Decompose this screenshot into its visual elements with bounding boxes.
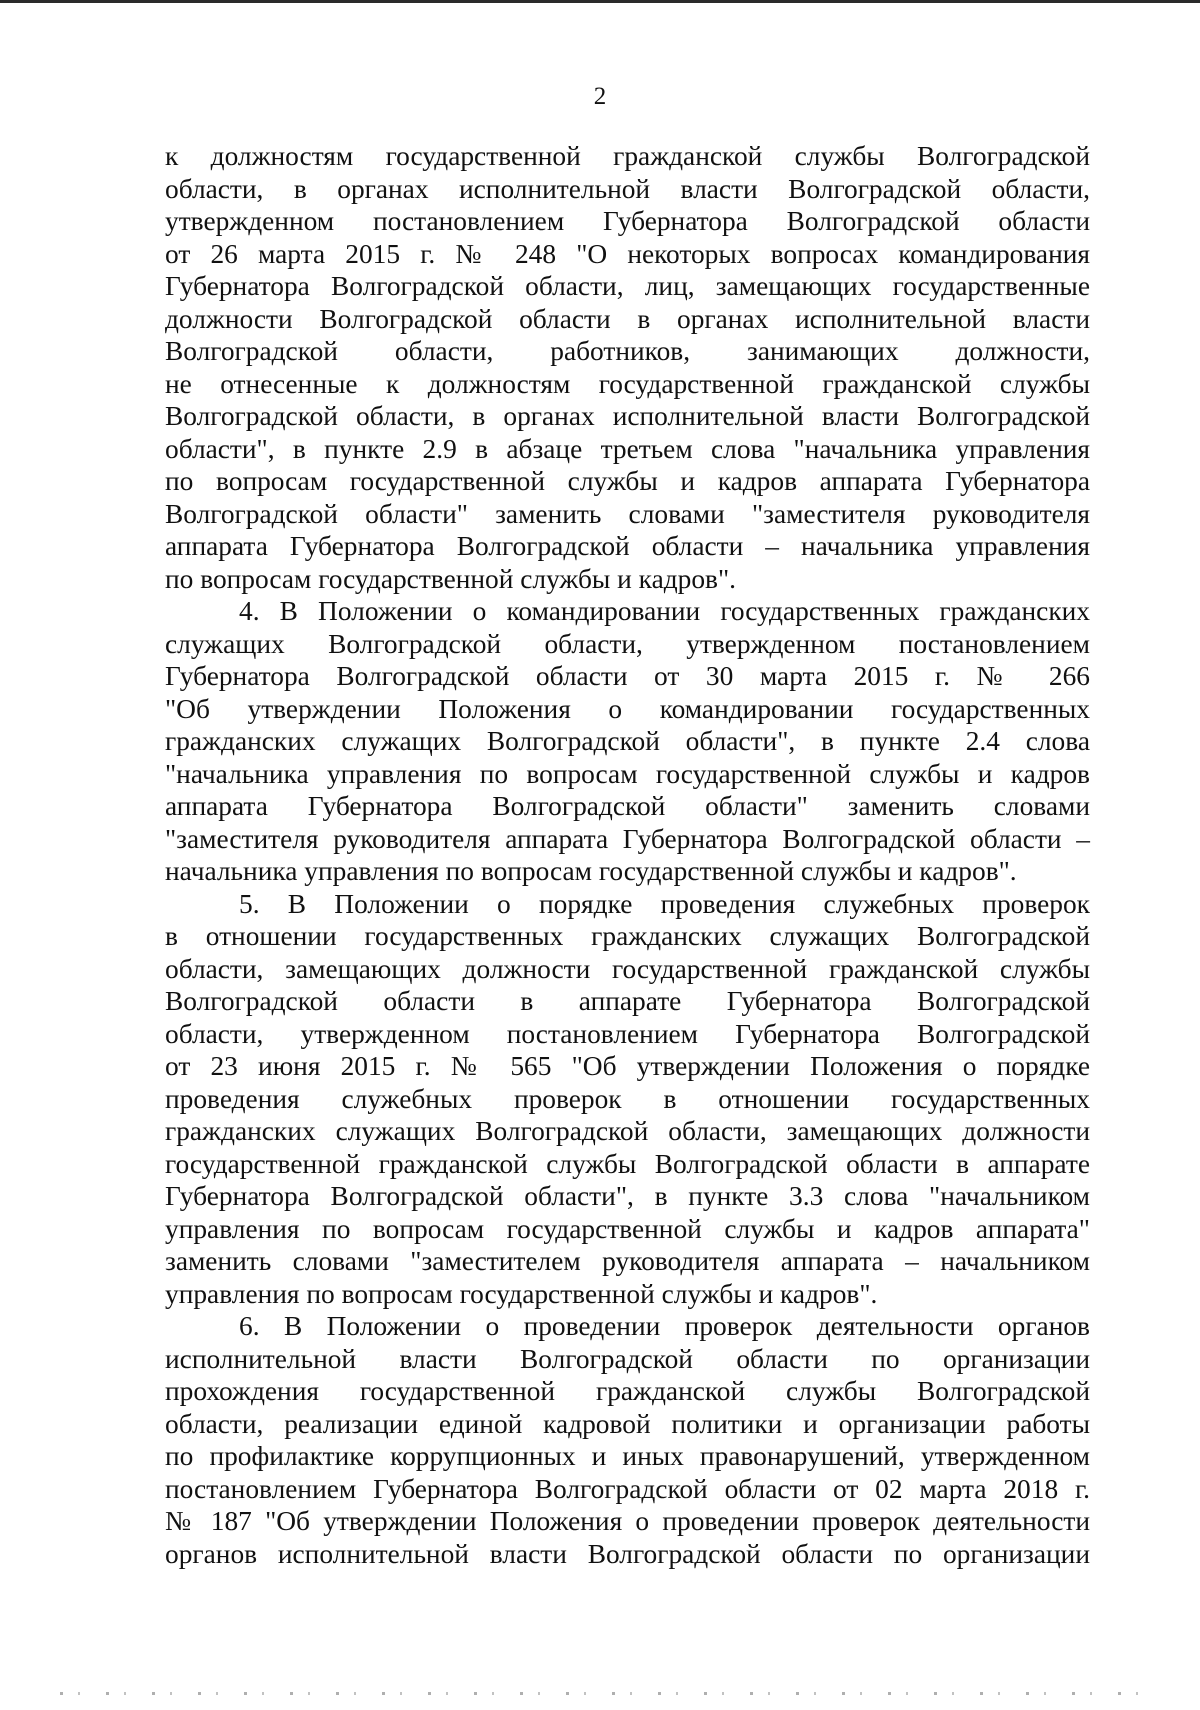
text-line: Губернатора Волгоградской области, лиц, замещающих государственные xyxy=(165,271,1090,301)
text-line: в отношении государственных гражданских служащих Волгоградской xyxy=(165,921,1090,951)
text-line: постановлением Губернатора Волгоградской области от 02 марта 2018 г. xyxy=(165,1473,1090,1504)
text-line: области, реализации единой кадровой политики и организации работы xyxy=(165,1408,1090,1439)
text-line: области, в органах исполнительной власти Волгоградской области, xyxy=(165,173,1090,204)
text-line: Волгоградской области, в органах исполнительной власти Волгоградской xyxy=(165,401,1090,431)
scan-bottom-noise xyxy=(60,1692,1140,1695)
text-line: области", в пункте 2.9 в абзаце третьем слова "начальника управления xyxy=(165,433,1090,464)
paragraph-item-6 xyxy=(165,1310,1090,1570)
paragraph-item-5 xyxy=(165,888,1090,1311)
text-line: гражданских служащих Волгоградской области, замещающих должности xyxy=(165,1116,1090,1146)
text-line: "Об утверждении Положения о командировании государственных xyxy=(165,693,1090,724)
text-line: служащих Волгоградской области, утвержденном постановлением xyxy=(165,628,1090,659)
text-line: по вопросам государственной службы и кадров". xyxy=(165,563,737,594)
text-line: управления по вопросам государственной службы и кадров". xyxy=(165,1278,878,1309)
text-line: 5. В Положении о порядке проведения служебных проверок xyxy=(239,888,1090,919)
scan-top-edge xyxy=(0,0,1200,3)
page-number: 2 xyxy=(593,83,607,110)
text-line: "заместителя руководителя аппарата Губернатора Волгоградской области – xyxy=(165,823,1090,854)
text-line: аппарата Губернатора Волгоградской области" заменить словами xyxy=(165,791,1090,821)
text-line: Волгоградской области" заменить словами "заместителя руководителя xyxy=(165,498,1090,529)
document-body xyxy=(165,140,1090,1570)
text-line: Волгоградской области в аппарате Губернатора Волгоградской xyxy=(165,986,1090,1016)
text-line: органов исполнительной власти Волгоградской области по организации xyxy=(165,1538,1090,1569)
text-line: не отнесенные к должностям государственной гражданской службы xyxy=(165,368,1090,399)
text-line: от 23 июня 2015 г. № 565 "Об утверждении Положения о порядке xyxy=(165,1051,1090,1081)
text-line: области, утвержденном постановлением Губернатора Волгоградской xyxy=(165,1018,1090,1049)
text-line: прохождения государственной гражданской службы Волгоградской xyxy=(165,1376,1090,1406)
text-line: утвержденном постановлением Губернатора Волгоградской области xyxy=(165,206,1090,236)
text-line: 6. В Положении о проведении проверок деятельности органов xyxy=(239,1311,1090,1341)
text-line: заменить словами "заместителем руководителя аппарата – начальником xyxy=(165,1246,1090,1276)
text-line: начальника управления по вопросам государственной службы и кадров". xyxy=(165,856,1017,886)
text-line: "начальника управления по вопросам государственной службы и кадров xyxy=(165,758,1090,789)
text-line: исполнительной власти Волгоградской области по организации xyxy=(165,1343,1090,1374)
text-line: управления по вопросам государственной службы и кадров аппарата" xyxy=(165,1213,1090,1244)
paragraph-continuation xyxy=(165,140,1090,595)
text-line: к должностям государственной гражданской службы Волгоградской xyxy=(165,141,1090,171)
paragraph-item-4 xyxy=(165,595,1090,888)
text-line: Губернатора Волгоградской области от 30 марта 2015 г. № 266 xyxy=(165,661,1090,691)
text-line: от 26 марта 2015 г. № 248 "О некоторых вопросах командирования xyxy=(165,238,1090,269)
text-line: 4. В Положении о командировании государственных гражданских xyxy=(239,596,1090,626)
text-line: области, замещающих должности государственной гражданской службы xyxy=(165,953,1090,984)
text-line: по вопросам государственной службы и кадров аппарата Губернатора xyxy=(165,466,1090,496)
text-line: по профилактике коррупционных и иных правонарушений, утвержденном xyxy=(165,1441,1090,1471)
text-line: государственной гражданской службы Волгоградской области в аппарате xyxy=(165,1148,1090,1179)
text-line: Волгоградской области, работников, занимающих должности, xyxy=(165,336,1090,366)
text-line: гражданских служащих Волгоградской области", в пункте 2.4 слова xyxy=(165,726,1090,756)
text-line: аппарата Губернатора Волгоградской области – начальника управления xyxy=(165,531,1090,561)
text-line: Губернатора Волгоградской области", в пункте 3.3 слова "начальником xyxy=(165,1181,1090,1211)
text-line: должности Волгоградской области в органах исполнительной власти xyxy=(165,303,1090,334)
text-line: № 187 "Об утверждении Положения о проведении проверок деятельности xyxy=(165,1506,1090,1536)
text-line: проведения служебных проверок в отношении государственных xyxy=(165,1083,1090,1114)
